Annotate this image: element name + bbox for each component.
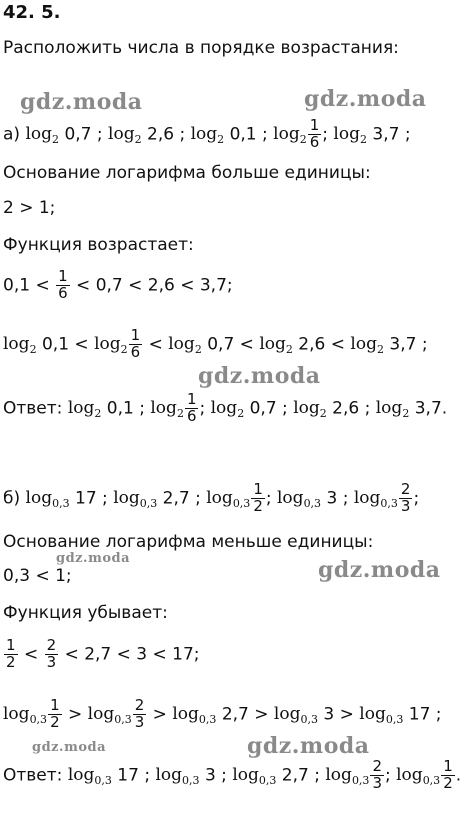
problem-number: 42. 5. (3, 2, 61, 23)
part-a-label: а) (3, 124, 21, 145)
part-a-order: 0,1 < $\frac{1}{6}$ < 0,7 < 2,6 < 3,7; (3, 267, 233, 302)
fraction-1-6: $\frac{1}{6}$ (130, 326, 141, 361)
fraction-2-3: $\frac{2}{3}$ (400, 480, 411, 515)
watermark: gdz.moda (318, 557, 441, 583)
fraction-1-2: $\frac{1}{2}$ (50, 696, 60, 731)
part-b-log-order: $\log_{0,3}$ $\frac{1}{2}$ > $\log_{0,3}$ $\frac{2}{3}$ > $\log_{0,3} 2,7 > \log_{0,3} 3 > \log_{0,3} 17$ ; (3, 696, 442, 731)
fraction-1-6: $\frac{1}{6}$ (309, 116, 320, 151)
part-a-base-inequality: 2 > 1; (3, 198, 56, 218)
fraction-2-3: $\frac{2}{3}$ (46, 636, 57, 671)
part-b-list: б) $\log_{0,3} 17$ ; $\log_{0,3} 2,7$ ; $\log_{0,3}$ $\frac{1}{2}$ ; $\log_{0,3} 3$ ; $\log_{0,3}$ $\frac{2}{3}$ ; (3, 480, 420, 515)
fraction-2-3: $\frac{2}{3}$ (372, 757, 382, 792)
task-statement: Расположить числа в порядке возрастания: (3, 38, 399, 58)
part-b-answer: Ответ: $\log_{0,3} 17$ ; $\log_{0,3} 3$ ; $\log_{0,3} 2,7$ ; $\log_{0,3}$ $\frac{2}{3}$ ; $\log_{0,3}$ $\frac{1}{2}$ . (3, 757, 462, 792)
part-a-answer: Ответ: $\log_2 0,1$ ; $\log_2$ $\frac{1}{6}$ ; $\log_2 0,7$ ; $\log_2 2,6$ ; $\log_2 3,7$. (3, 390, 448, 425)
part-a-function-text: Функция возрастает: (3, 235, 194, 255)
watermark: gdz.moda (56, 551, 131, 566)
watermark: gdz.moda (247, 733, 370, 759)
part-a-list: а) $\log_2 0,7$ ; $\log_2 2,6$ ; $\log_2 0,1$ ; $\log_2$ $\frac{1}{6}$ ; $\log_2 3,7$ ; (3, 116, 411, 151)
part-a-log-order: $\log_2 0,1 < \log_2$ $\frac{1}{6}$ < $\log_2 0,7 < \log_2 2,6 < \log_2 3,7$ ; (3, 326, 428, 361)
fraction-1-2: $\frac{1}{2}$ (443, 757, 453, 792)
fraction-1-6: $\frac{1}{6}$ (58, 267, 68, 302)
fraction-1-2: $\frac{1}{2}$ (253, 480, 263, 515)
fraction-2-3: $\frac{2}{3}$ (134, 696, 145, 731)
part-b-order: $\frac{1}{2}$ < $\frac{2}{3}$ < 2,7 < 3 < 17; (6, 636, 200, 671)
watermark: gdz.moda (20, 89, 143, 115)
fraction-1-6: $\frac{1}{6}$ (186, 390, 197, 425)
fraction-1-2: $\frac{1}{2}$ (6, 636, 16, 671)
part-b-function-text: Функция убывает: (3, 603, 168, 623)
part-b-label: б) (3, 488, 21, 509)
part-a-base-text: Основание логарифма больше единицы: (3, 163, 371, 183)
part-b-base-inequality: 0,3 < 1; (3, 566, 72, 586)
watermark: gdz.moda (32, 740, 107, 755)
part-b-base-text: Основание логарифма меньше единицы: (3, 532, 374, 552)
watermark: gdz.moda (304, 86, 427, 112)
watermark: gdz.moda (198, 363, 321, 389)
